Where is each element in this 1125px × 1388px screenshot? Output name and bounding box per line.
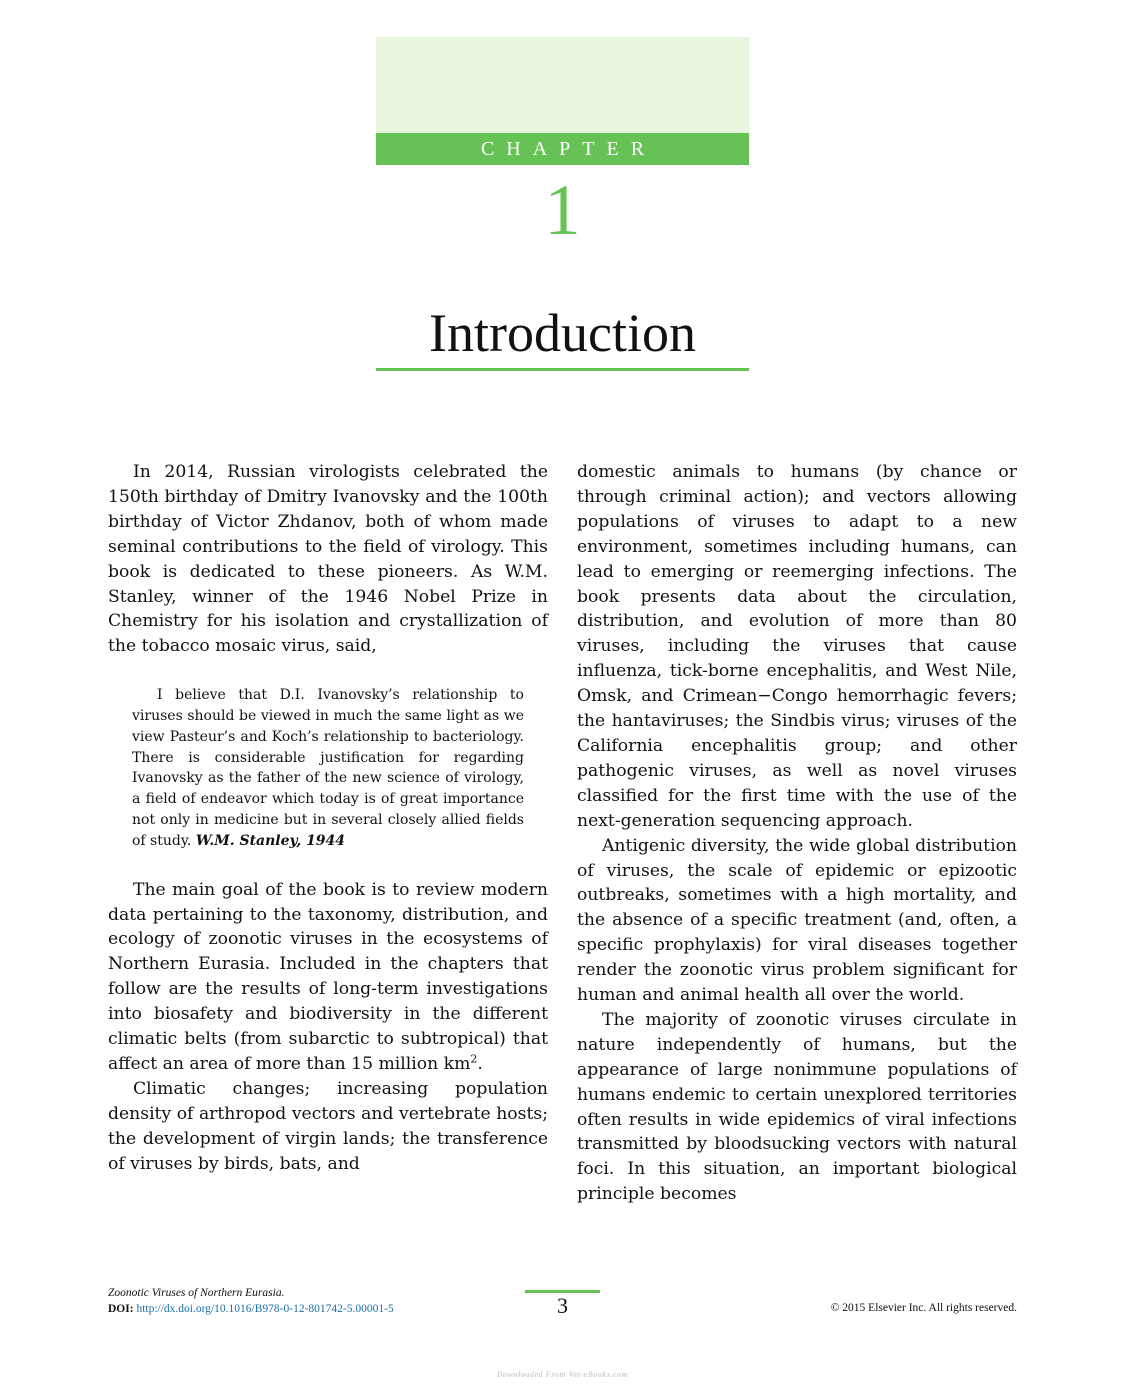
title-divider bbox=[376, 368, 749, 371]
copyright-notice: © 2015 Elsevier Inc. All rights reserved. bbox=[830, 1302, 1017, 1314]
chapter-label: CHAPTER bbox=[376, 133, 749, 165]
page-number: 3 bbox=[557, 1293, 568, 1318]
quote-body: I believe that D.I. Ivanovsky’s relationship to viruses should be viewed in much the same light as we view Pasteur’s and Koch’s relationship to bacteriology. There is considerable justification for regarding Ivanovsky as the father of the new science of virology, a field of endeavor which today is of great importance not only in medicine but in several closely allied fields of study. bbox=[132, 687, 524, 849]
doi-label: DOI: bbox=[108, 1303, 137, 1315]
superscript: 2 bbox=[470, 1052, 478, 1066]
footer-book-title: Zoonotic Viruses of Northern Eurasia. bbox=[108, 1287, 285, 1299]
paragraph: Antigenic diversity, the wide global distribution of viruses, the scale of epidemic or epizootic outbreaks, sometimes with a high mortality, and the absence of a specific treatment (and, often, a specific prophylaxis) for viral diseases together render the zoonotic virus problem significant for human and animal health all over the world. bbox=[577, 835, 1017, 1006]
quote-text bbox=[132, 685, 524, 851]
right-column bbox=[577, 460, 1017, 1207]
paragraph: Climatic changes; increasing population density of arthropod vectors and vertebrate hosts; the development of virgin lands; the transference of viruses by birds, bats, and bbox=[108, 1078, 548, 1174]
quote-attribution: W.M. Stanley, 1944 bbox=[195, 832, 346, 849]
chapter-title: Introduction bbox=[429, 303, 696, 363]
doi-link[interactable]: http://dx.doi.org/10.1016/B978-0-12-801742-5.00001-5 bbox=[136, 1303, 394, 1315]
chapter-number: 1 bbox=[544, 170, 581, 250]
paragraph: In 2014, Russian virologists celebrated the 150th birthday of Dmitry Ivanovsky and the 100th birthday of Victor Zhdanov, both of whom made seminal contributions to the field of virology. This book is dedicated to these pioneers. As W.M. Stanley, winner of the 1946 Nobel Prize in Chemistry for his isolation and crystallization of the tobacco mosaic virus, said, bbox=[108, 462, 548, 657]
footer-citation bbox=[108, 1285, 394, 1317]
paragraph bbox=[108, 878, 548, 1077]
left-column bbox=[108, 460, 548, 1177]
paragraph-end: . bbox=[477, 1053, 483, 1074]
chapter-header-block bbox=[376, 37, 749, 133]
paragraph: The majority of zoonotic viruses circulate in nature independently of humans, but the appearance of large nonimmune populations of humans endemic to certain unexplored territories often results in wide epidemics of viral infections transmitted by bloodsucking vectors with natural foci. In this situation, an important biological principle becomes bbox=[577, 1009, 1017, 1205]
block-quote bbox=[132, 685, 524, 851]
watermark: Downloaded From Vet-eBooks.com bbox=[496, 1370, 629, 1379]
paragraph-text: The main goal of the book is to review modern data pertaining to the taxonomy, distribution, and ecology of zoonotic viruses in the ecosystems of Northern Eurasia. Included in the chapters that follow are the results of long-term investigations into biosafety and biodiversity in the different climatic belts (from subarctic to subtropical) that affect an area of more than 15 million km bbox=[108, 879, 548, 1074]
paragraph: domestic animals to humans (by chance or through criminal action); and vectors allowing populations of viruses to adapt to a new environment, sometimes including humans, can lead to emerging or reemerging infections. The book presents data about the circulation, distribution, and evolution of more than 80 viruses, including the viruses that cause influenza, tick-borne encephalitis, and West Nile, Omsk, and Crimean−Congo hemorrhagic fevers; the hantaviruses; the Sindbis virus; viruses of the California encephalitis group; and other pathogenic viruses, as well as novel viruses classified for the first time with the use of the next-generation sequencing approach. bbox=[577, 462, 1017, 831]
footer-doi bbox=[108, 1301, 394, 1317]
